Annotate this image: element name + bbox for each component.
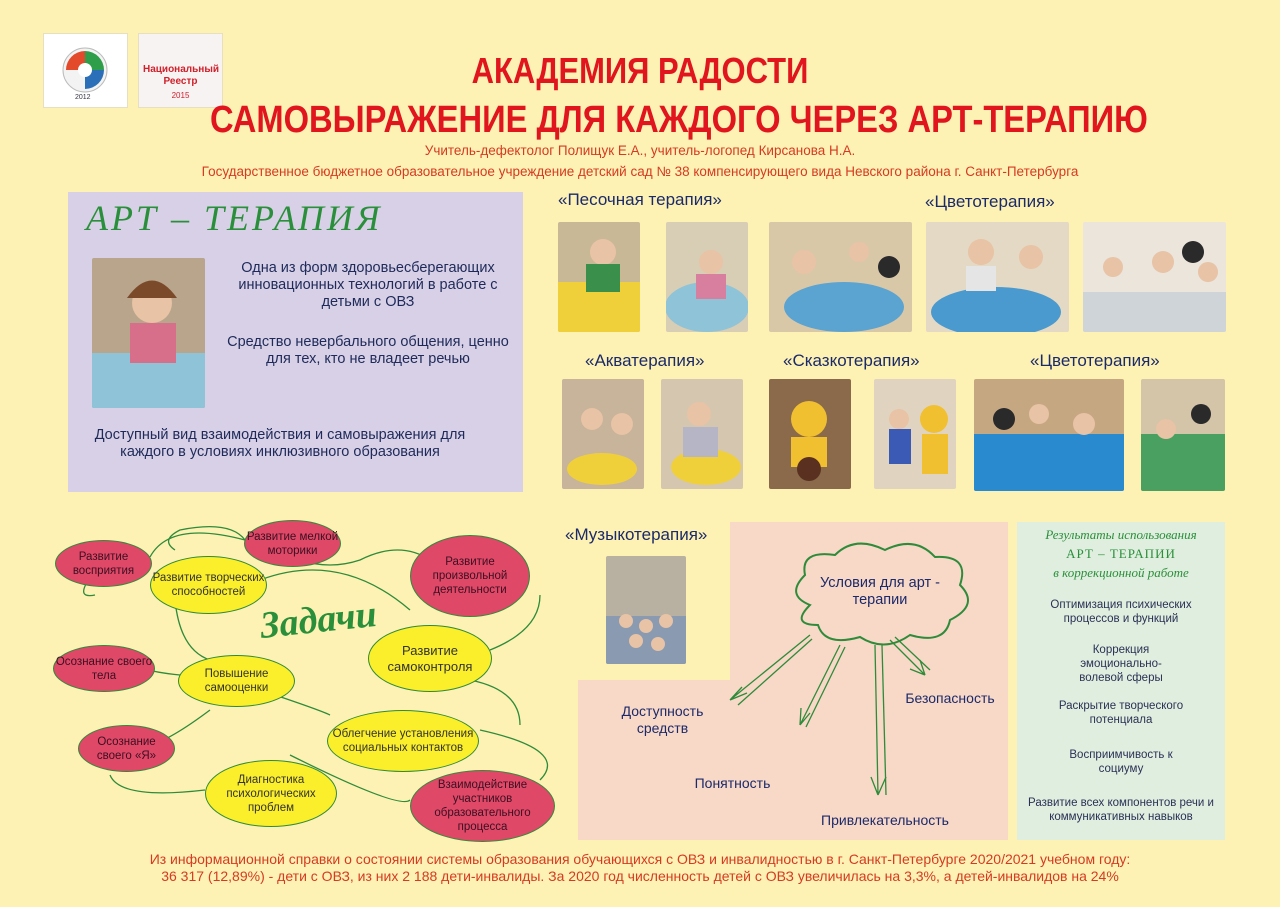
photo-color-1 bbox=[769, 222, 912, 332]
registry-logo-2012 bbox=[43, 33, 128, 108]
footer-line-1: Из информационной справки о состоянии системы образования обучающихся с ОВЗ и инвалидностью в г. Санкт-Петербурге 2020/2021 учебном году: bbox=[149, 851, 1131, 867]
condition-clarity: Понятность bbox=[694, 775, 771, 791]
tasks-title: Задачи bbox=[258, 593, 379, 647]
node-fine-motor: Развитие мелкой моторики bbox=[244, 520, 341, 567]
photo-aqua-1 bbox=[562, 379, 644, 489]
photo-aqua-2 bbox=[661, 379, 743, 489]
caption-aqua-therapy: «Акватерапия» bbox=[585, 351, 705, 370]
node-perception: Развитие восприятия bbox=[55, 540, 152, 587]
title-main: САМОВЫРАЖЕНИЕ ДЛЯ КАЖДОГО ЧЕРЕЗ АРТ-ТЕРАПИЮ bbox=[210, 99, 1148, 141]
photo-sand-2 bbox=[666, 222, 748, 332]
photo-fairy-2 bbox=[874, 379, 956, 489]
national-registry-logo bbox=[138, 33, 223, 108]
institution: Государственное бюджетное образовательное учреждение детский сад № 38 компенсирующего вида Невского района г. Санкт-Петербурга bbox=[201, 164, 1079, 179]
result-item-4: Восприимчивость к социуму bbox=[1069, 749, 1173, 775]
node-self: Осознание своего «Я» bbox=[78, 725, 175, 772]
node-voluntary: Развитие произвольной деятельности bbox=[410, 535, 530, 617]
node-self-esteem: Повышение самооценки bbox=[178, 655, 295, 707]
condition-safety: Безопасность bbox=[905, 690, 995, 706]
result-item-5: Развитие всех компонентов речи и коммуникативных навыков bbox=[1028, 797, 1214, 823]
footer-line-2: 36 317 (12,89%) - дети с ОВЗ, из них 2 188 дети-инвалиды. За 2020 год численность детей с ОВЗ увеличилась на 3,3%, а детей-инвалидов на 24% bbox=[161, 868, 1119, 884]
results-heading-3: в коррекционной работе bbox=[1053, 565, 1189, 580]
logo-line-2: Реестр bbox=[163, 76, 198, 87]
caption-color-therapy-1: «Цветотерапия» bbox=[925, 192, 1055, 211]
photo-color-2 bbox=[926, 222, 1069, 332]
results-heading-2: АРТ – ТЕРАПИИ bbox=[1066, 546, 1176, 561]
art-text-3: Доступный вид взаимодействия и самовыражения для каждого в условиях инклюзивного образования bbox=[94, 427, 466, 460]
cloud-label: Условия для арт - терапии bbox=[820, 575, 940, 608]
node-interaction: Взаимодействие участников образовательного процесса bbox=[410, 770, 555, 842]
photo-color-5 bbox=[1141, 379, 1225, 491]
photo-color-4 bbox=[974, 379, 1124, 491]
node-creative: Развитие творческих способностей bbox=[150, 556, 267, 614]
photo-sand-1 bbox=[558, 222, 640, 332]
node-diagnostics: Диагностика психологических проблем bbox=[205, 760, 337, 827]
authors: Учитель-дефектолог Полищук Е.А., учитель-логопед Кирсанова Н.А. bbox=[424, 143, 856, 158]
node-body: Осознание своего тела bbox=[53, 645, 155, 692]
caption-color-therapy-2: «Цветотерапия» bbox=[1030, 351, 1160, 370]
art-text-2: Средство невербального общения, ценно для тех, кто не владеет речью bbox=[227, 334, 509, 367]
logo-year-2: 2015 bbox=[171, 91, 190, 100]
results-panel bbox=[1017, 522, 1225, 840]
node-contacts: Облегчение установления социальных контактов bbox=[327, 710, 479, 772]
caption-fairy-therapy: «Сказкотерапия» bbox=[783, 351, 920, 370]
photo-color-3 bbox=[1083, 222, 1226, 332]
art-therapy-panel bbox=[68, 192, 523, 492]
node-self-control: Развитие самоконтроля bbox=[368, 625, 492, 692]
result-item-3: Раскрытие творческого потенциала bbox=[1058, 700, 1184, 726]
result-item-1: Оптимизация психических процессов и функций bbox=[1050, 599, 1192, 625]
results-heading-1: Результаты использования bbox=[1045, 527, 1197, 542]
caption-music-therapy: «Музыкотерапия» bbox=[565, 525, 708, 544]
condition-availability: Доступность средств bbox=[621, 703, 704, 736]
caption-sand-therapy: «Песочная терапия» bbox=[558, 190, 722, 209]
photo-girl-sand bbox=[92, 258, 205, 408]
result-item-2: Коррекция эмоционально-волевой сферы bbox=[1079, 644, 1163, 684]
art-therapy-heading: АРТ – ТЕРАПИЯ bbox=[86, 198, 383, 238]
photo-fairy-1 bbox=[769, 379, 851, 489]
logo-line-1: Национальный bbox=[143, 64, 220, 75]
art-text-1: Одна из форм здоровьесберегающих инновационных технологий в работе с детьми с ОВЗ bbox=[238, 260, 498, 310]
title-academy: АКАДЕМИЯ РАДОСТИ bbox=[471, 50, 809, 91]
logo-year: 2012 bbox=[75, 94, 91, 101]
condition-attractiveness: Привлекательность bbox=[821, 812, 949, 828]
photo-music bbox=[606, 556, 686, 664]
